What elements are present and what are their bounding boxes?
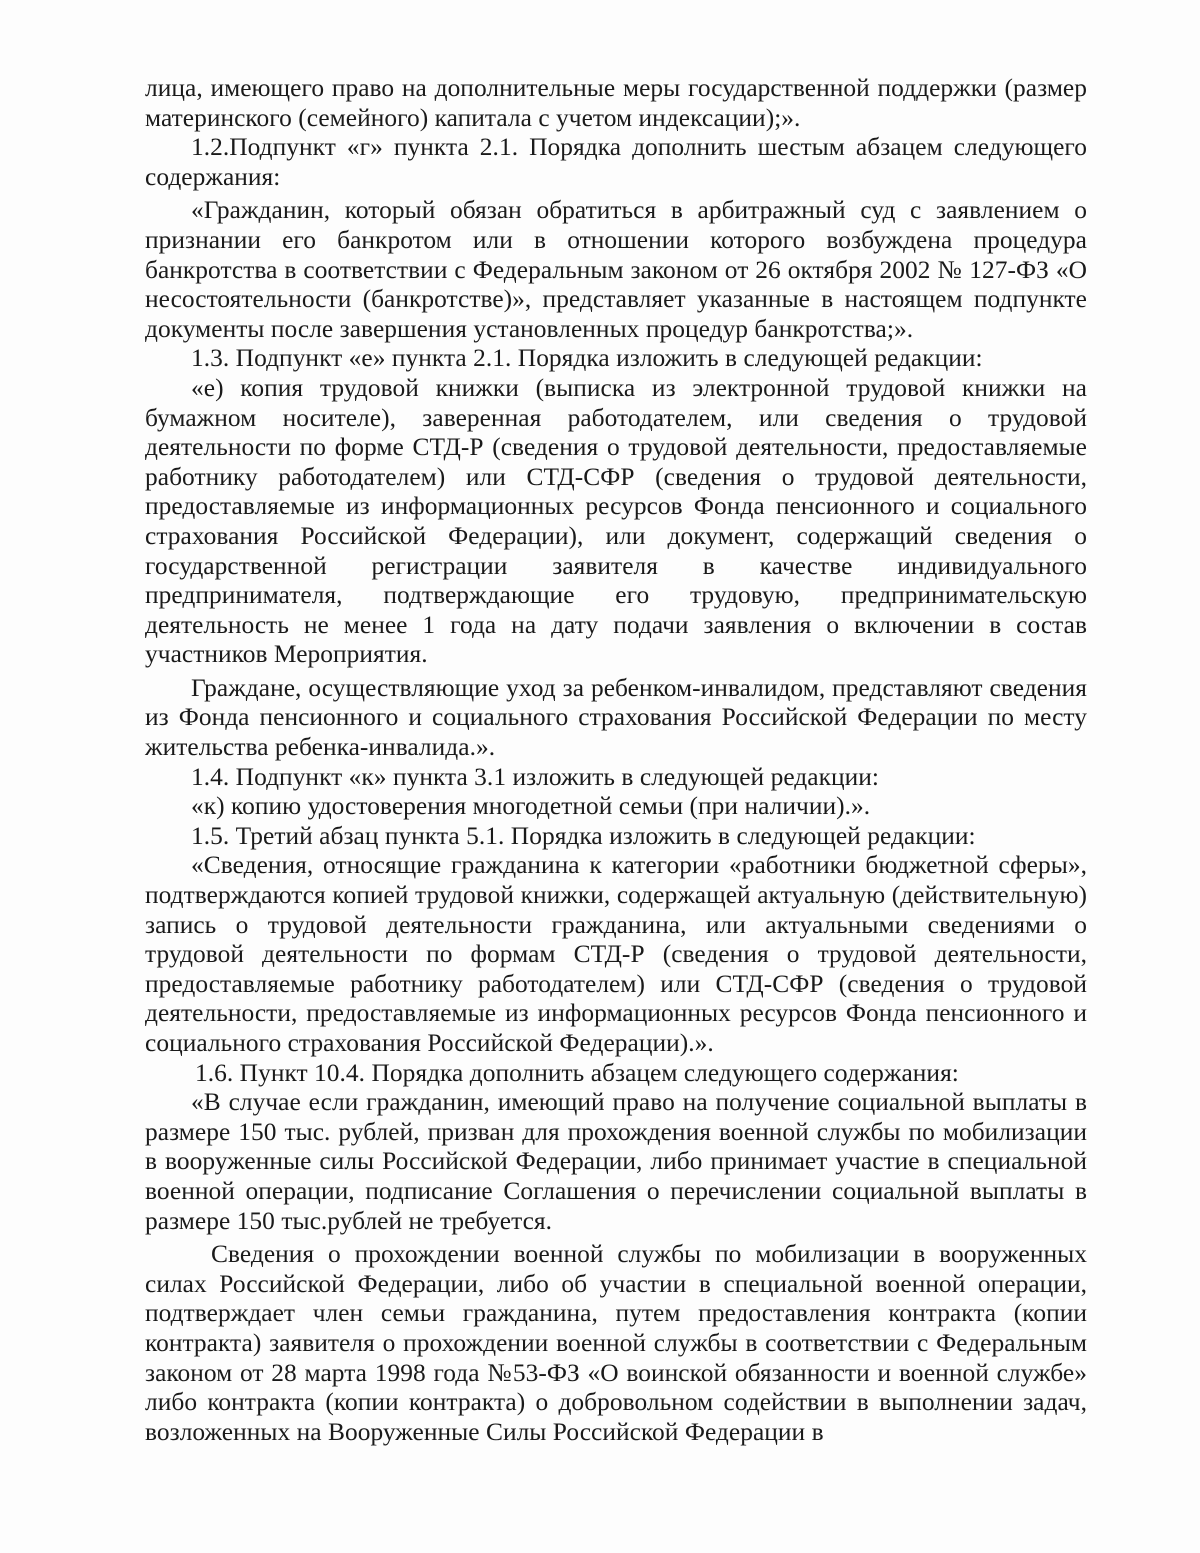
paragraph-item-1-6: 1.6. Пункт 10.4. Порядка дополнить абзацем следующего содержания: — [195, 1058, 959, 1087]
paragraph-bankruptcy-quote: «Гражданин, который обязан обратиться в арбитражный суд с заявлением о признании его банкротом или в отношении которого возбуждена процедура банкротства в соответствии с Федеральным законом от 26 октября 2002 № 127-ФЗ «О несостоятельности (банкротстве)», представляет указанные в настоящем подпункте документы после завершения установленных процедур банкротства;». — [145, 196, 1087, 343]
paragraph-continuation: лица, имеющего право на дополнительные меры государственной поддержки (размер материнского (семейного) капитала с учетом индексации);». — [145, 74, 1087, 132]
paragraph-item-1-2: 1.2.Подпункт «г» пункта 2.1. Порядка дополнить шестым абзацем следующего содержания: — [145, 133, 1087, 191]
paragraph-subitem-k: «к) копию удостоверения многодетной семьи (при наличии).». — [191, 792, 871, 821]
paragraph-item-1-5: 1.5. Третий абзац пункта 5.1. Порядка изложить в следующей редакции: — [191, 821, 976, 850]
paragraph-item-1-4: 1.4. Подпункт «к» пункта 3.1 изложить в следующей редакции: — [191, 762, 879, 791]
paragraph-military-service-info: Сведения о прохождении военной службы по мобилизации в вооруженных силах Российской Федерации, либо об участии в специальной военной операции, подтверждает член семьи гражданина, путем предоставления контракта (копии контракта) заявителя о прохождении военной службы в соответствии с Федеральным законом от 28 марта 1998 года №53-ФЗ «О воинской обязанности и военной службе» либо контракта (копии контракта) о добровольном содействии в выполнении задач, возложенных на Вооруженные Силы Российской Федерации в — [145, 1240, 1087, 1446]
paragraph-item-1-3: 1.3. Подпункт «е» пункта 2.1. Порядка изложить в следующей редакции: — [191, 344, 983, 373]
paragraph-disabled-child-care: Граждане, осуществляющие уход за ребенком-инвалидом, представляют сведения из Фонда пенсионного и социального страхования Российской Федерации по месту жительства ребенка-инвалида.». — [145, 673, 1087, 762]
document-body — [145, 74, 1087, 1447]
paragraph-mobilization-quote: «В случае если гражданин, имеющий право на получение социальной выплаты в размере 150 тыс. рублей, призван для прохождения военной службы по мобилизации в вооруженные силы Российской Федерации, либо принимает участие в специальной военной операции, подписание Соглашения о перечислении социальной выплаты в размере 150 тыс.рублей не требуется. — [145, 1088, 1087, 1235]
paragraph-budget-sphere-quote: «Сведения, относящие гражданина к категории «работники бюджетной сферы», подтверждаются копией трудовой книжки, содержащей актуальную (действительную) запись о трудовой деятельности гражданина, или актуальными сведениями о трудовой деятельности по формам СТД-Р (сведения о трудовой деятельности, предоставляемые работнику работодателем) или СТД-СФР (сведения о трудовой деятельности, предоставляемые из информационных ресурсов Фонда пенсионного и социального страхования Российской Федерации).». — [145, 851, 1087, 1057]
paragraph-subitem-e: «е) копия трудовой книжки (выписка из электронной трудовой книжки на бумажном носителе), заверенная работодателем, или сведения о трудовой деятельности по форме СТД-Р (сведения о трудовой деятельности, предоставляемые работнику работодателем) или СТД-СФР (сведения о трудовой деятельности, предоставляемые из информационных ресурсов Фонда пенсионного и социального страхования Российской Федерации), или документ, содержащий сведения о государственной регистрации заявителя в качестве индивидуального предпринимателя, подтверждающие его трудовую, предпринимательскую деятельность не менее 1 года на дату подачи заявления о включении в состав участников Мероприятия. — [145, 373, 1087, 669]
